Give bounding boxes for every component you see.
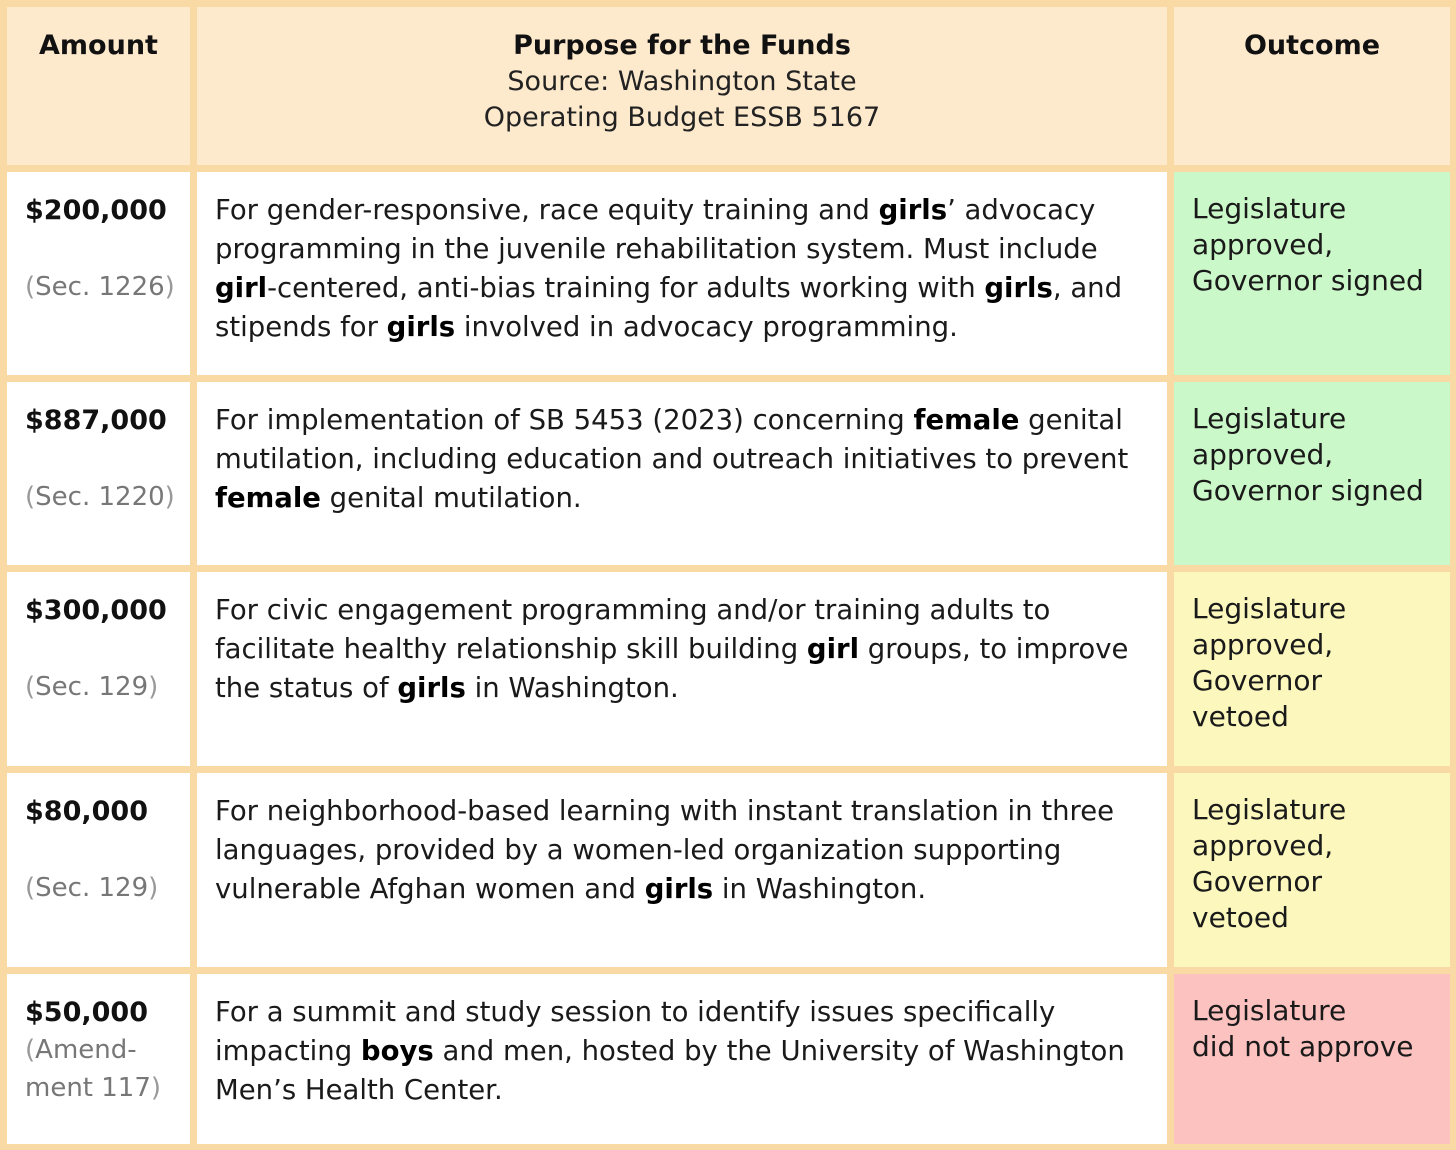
purpose-text: [197, 773, 1167, 909]
emphasis-word: female: [215, 482, 321, 514]
purpose-run: genital mutilation, including education and outreach initiatives to prevent: [215, 404, 1129, 475]
header-purpose-cell: [197, 7, 1167, 165]
emphasis-word: girls: [644, 873, 714, 905]
section-ref: (Sec. 129): [25, 672, 159, 702]
purpose-cell: [197, 773, 1167, 967]
purpose-run: For gender-responsive, race equity training and: [215, 194, 879, 226]
outcome-text: Legislature approved, Governor signed: [1192, 402, 1424, 507]
amount-cell: [7, 382, 190, 565]
purpose-run: For civic engagement programming and/or training adults to facilitate healthy relationship skill building: [215, 594, 1051, 665]
emphasis-word: girls: [386, 311, 456, 343]
amount-cell: [7, 773, 190, 967]
section-ref: (Sec. 129): [25, 873, 159, 903]
outcome-cell: [1174, 172, 1450, 375]
emphasis-word: girls: [984, 272, 1053, 304]
header-amount-label: Amount: [39, 30, 158, 61]
amount-value: $200,000: [25, 195, 167, 226]
purpose-cell: [197, 572, 1167, 766]
purpose-run: For neighborhood-based learning with instant translation in three languages, provided by a women-led organization supporting vulnerable Afghan women and: [215, 795, 1115, 905]
purpose-run: involved in advocacy programming.: [455, 311, 958, 343]
purpose-text: [197, 382, 1167, 518]
emphasis-word: female: [913, 404, 1020, 436]
purpose-run: ’ advocacy programming in the juvenile rehabilitation system. Must include: [215, 194, 1098, 265]
header-outcome-cell: [1174, 7, 1450, 165]
outcome-text: Legislature approved, Governor vetoed: [1192, 592, 1347, 733]
emphasis-word: girl: [806, 633, 860, 665]
outcome-cell: [1174, 382, 1450, 565]
purpose-text: [197, 974, 1167, 1110]
header-amount-cell: [7, 7, 190, 165]
outcome-text: Legislature did not approve: [1192, 994, 1414, 1063]
header-outcome-label: Outcome: [1243, 30, 1381, 61]
purpose-text: [197, 172, 1167, 347]
purpose-run: For a summit and study session to identify issues specifically impacting: [215, 996, 1056, 1067]
purpose-cell: [197, 382, 1167, 565]
purpose-run: in Washington.: [465, 672, 679, 704]
outcome-cell: [1174, 773, 1450, 967]
emphasis-word: girls: [397, 672, 466, 704]
amount-cell: [7, 974, 190, 1144]
outcome-cell: [1174, 974, 1450, 1144]
outcome-text: Legislature approved, Governor vetoed: [1192, 793, 1347, 934]
header-purpose-label: Purpose for the Funds: [513, 30, 851, 61]
purpose-run: in Washington.: [713, 873, 927, 905]
purpose-text: [197, 572, 1167, 708]
purpose-run: genital mutilation.: [320, 482, 582, 514]
purpose-run: groups, to improve the status of: [215, 633, 1129, 704]
header-source-line1: Source: Washington State: [507, 66, 857, 97]
amount-cell: [7, 572, 190, 766]
amount-cell: [7, 172, 190, 375]
amount-value: $80,000: [25, 796, 148, 827]
outcome-text: Legislature approved, Governor signed: [1192, 192, 1424, 297]
purpose-run: -centered, anti-bias training for adults working with: [267, 272, 985, 304]
emphasis-word: girls: [878, 194, 948, 226]
section-ref: (Sec. 1220): [25, 482, 175, 512]
amount-value: $887,000: [25, 405, 167, 436]
purpose-run: , and stipends for: [215, 272, 1123, 343]
section-ref: (Amend- ment 117): [25, 1035, 162, 1103]
purpose-cell: [197, 172, 1167, 375]
header-source-line2: Operating Budget ESSB 5167: [483, 102, 881, 133]
emphasis-word: boys: [360, 1035, 434, 1067]
purpose-cell: [197, 974, 1167, 1144]
purpose-run: and men, hosted by the University of Washington Men’s Health Center.: [215, 1035, 1125, 1106]
purpose-run: For implementation of SB 5453 (2023) concerning: [215, 404, 914, 436]
amount-value: $50,000: [25, 997, 148, 1028]
outcome-cell: [1174, 572, 1450, 766]
emphasis-word: girl: [215, 272, 268, 304]
amount-value: $300,000: [25, 595, 167, 626]
section-ref: (Sec. 1226): [25, 272, 175, 302]
